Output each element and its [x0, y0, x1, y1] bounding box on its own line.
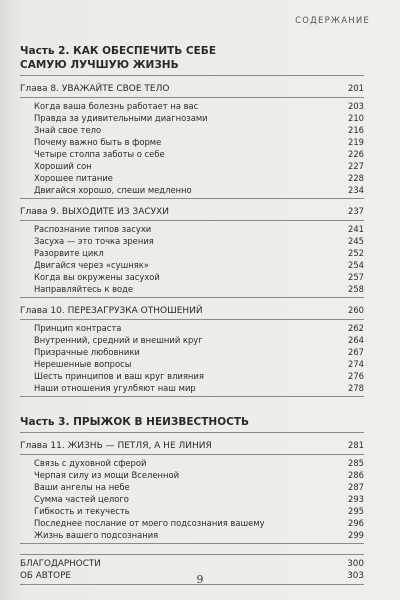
section-entry [20, 271, 364, 283]
page-number: 264 [348, 335, 364, 345]
section-entry [20, 493, 364, 505]
running-head: СОДЕРЖАНИЕ [295, 16, 370, 26]
section-title: Шесть принципов и ваш круг влияния [34, 371, 204, 381]
page-number: 228 [348, 173, 364, 183]
section-title: Ваши ангелы на небе [34, 482, 130, 492]
page-number: 241 [348, 224, 364, 234]
section-entry [20, 184, 364, 196]
section-entry [20, 160, 364, 172]
page-folio: 9 [196, 573, 204, 586]
page-number: 201 [348, 83, 364, 93]
section-entry [20, 457, 364, 469]
page-number: 300 [347, 559, 364, 569]
section-entry [20, 370, 364, 382]
chapter-title: Глава 9. ВЫХОДИТЕ ИЗ ЗАСУХИ [20, 207, 170, 217]
section-title: Распознание типов засухи [34, 224, 152, 234]
page-number: 285 [348, 458, 364, 468]
page-number: 276 [348, 371, 364, 381]
section-entry [20, 148, 364, 160]
chapter-title: Глава 11. ЖИЗНЬ — ПЕТЛЯ, А НЕ ЛИНИЯ [20, 441, 212, 451]
section-entry [20, 247, 364, 259]
section-title: Почему важно быть в форме [34, 137, 162, 147]
page-number: 254 [348, 260, 364, 270]
section-entry [20, 136, 364, 148]
part-2-title [20, 44, 364, 76]
section-title: Последнее послание от моего подсознания вашему [34, 518, 265, 528]
section-title: Четыре столпа заботы о себе [34, 149, 165, 159]
section-entry [20, 322, 364, 334]
section-entry [20, 481, 364, 493]
section-entry [20, 223, 364, 235]
section-entry [20, 346, 364, 358]
section-title: Знай свое тело [34, 125, 102, 135]
section-entry [20, 283, 364, 295]
page-number: 252 [348, 248, 364, 258]
section-title: Направляйтесь к воде [34, 284, 134, 294]
section-title: Правда за удивительными диагнозами [34, 113, 208, 123]
page-number: 227 [348, 161, 364, 171]
section-entry [20, 469, 364, 481]
page-number: 219 [348, 137, 364, 147]
chapter-8 [20, 82, 364, 199]
section-entry [20, 382, 364, 394]
chapter-sections [20, 322, 364, 397]
section-title: Разорвите цикл [34, 248, 104, 258]
page-number: 281 [348, 440, 364, 450]
page-number: 203 [348, 101, 364, 111]
part-3-title: Часть 3. ПРЫЖОК В НЕИЗВЕСТНОСТЬ [20, 415, 364, 433]
chapters-list [20, 82, 364, 397]
entry-title: БЛАГОДАРНОСТИ [20, 559, 101, 569]
page-number: 303 [347, 571, 364, 581]
section-entry [20, 358, 364, 370]
chapter-10 [20, 304, 364, 397]
section-entry [20, 124, 364, 136]
section-entry [20, 334, 364, 346]
section-entry [20, 100, 364, 112]
back-matter-acknowledgements [20, 554, 364, 570]
page-number: 278 [348, 383, 364, 393]
section-entry [20, 505, 364, 517]
chapter-sections [20, 223, 364, 298]
table-of-contents [20, 44, 364, 585]
section-title: Призрачные любовники [34, 347, 140, 357]
section-title: Связь с духовной сферой [34, 458, 147, 468]
section-title: Когда вы окружены засухой [34, 272, 160, 282]
section-title: Жизнь вашего подсознания [34, 530, 159, 540]
section-entry [20, 172, 364, 184]
page-number: 286 [348, 470, 364, 480]
chapter-9 [20, 205, 364, 298]
section-entry [20, 235, 364, 247]
page-number: 274 [348, 359, 364, 369]
section-title: Засуха — это точка зрения [34, 236, 154, 246]
page-number: 234 [348, 185, 364, 195]
page-number: 210 [348, 113, 364, 123]
page-number: 299 [348, 530, 364, 540]
section-title: Двигайся хорошо, спеши медленно [34, 185, 192, 195]
page-number: 287 [348, 482, 364, 492]
section-title: Двигайся через «сушняк» [34, 260, 149, 270]
page-number: 216 [348, 125, 364, 135]
part-2-title-line-1: Часть 2. КАК ОБЕСПЕЧИТЬ СЕБЕ [20, 45, 216, 57]
section-title: Хороший сон [34, 161, 92, 171]
section-entry [20, 112, 364, 124]
page-number: 262 [348, 323, 364, 333]
section-title: Гибкость и текучесть [34, 506, 130, 516]
section-title: Сумма частей целого [34, 494, 129, 504]
chapter-heading [20, 82, 364, 98]
chapter-heading [20, 205, 364, 221]
section-title: Хорошее питание [34, 173, 113, 183]
section-title: Наши отношения угулбяют наш мир [34, 383, 196, 393]
chapter-title: Глава 8. УВАЖАЙТЕ СВОЕ ТЕЛО [20, 84, 170, 94]
part-2-title-line-2: САМУЮ ЛУЧШУЮ ЖИЗНЬ [20, 59, 179, 71]
section-title: Когда ваша болезнь работает на вас [34, 101, 199, 111]
chapter-11 [20, 439, 364, 544]
page-number: 267 [348, 347, 364, 357]
entry-title: ОБ АВТОРЕ [20, 571, 71, 581]
page-number: 237 [348, 206, 364, 216]
chapter-title: Глава 10. ПЕРЕЗАГРУЗКА ОТНОШЕНИЙ [20, 306, 203, 316]
section-entry [20, 517, 364, 529]
section-title: Черпая силу из мощи Вселенной [34, 470, 180, 480]
page-number: 245 [348, 236, 364, 246]
page-number: 258 [348, 284, 364, 294]
section-entry [20, 259, 364, 271]
page-number: 257 [348, 272, 364, 282]
section-title: Принцип контраста [34, 323, 122, 333]
chapter-sections [20, 100, 364, 199]
page-number: 296 [348, 518, 364, 528]
page-number: 226 [348, 149, 364, 159]
page-number: 293 [348, 494, 364, 504]
page-number: 260 [348, 305, 364, 315]
chapter-sections [20, 457, 364, 544]
section-title: Внутренний, средний и внешний круг [34, 335, 203, 345]
chapter-heading [20, 439, 364, 455]
page-number: 295 [348, 506, 364, 516]
chapter-heading [20, 304, 364, 320]
section-entry [20, 529, 364, 541]
section-title: Нерешенные вопросы [34, 359, 132, 369]
